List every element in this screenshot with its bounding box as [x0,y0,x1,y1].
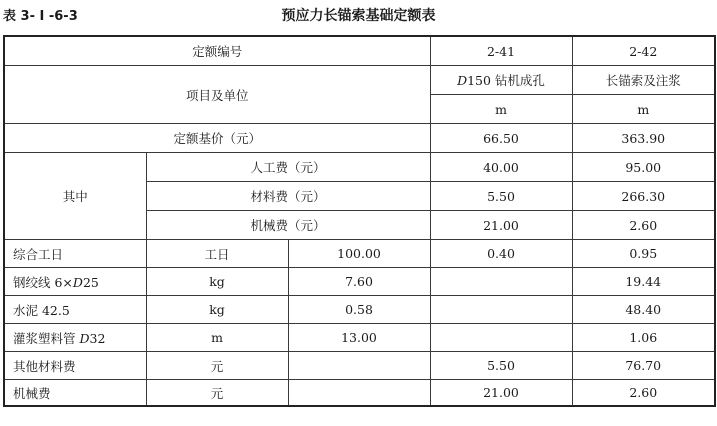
item-name: 其他材料费 [4,352,146,380]
quota-number-label: 定额编号 [4,36,430,66]
item-col1-italic: D [457,73,468,88]
item-col2-header: 长锚索及注浆 [572,66,715,95]
table-number: 表 3- Ⅰ -6-3 [3,9,78,24]
table-header [0,5,717,25]
material-col1: 5.50 [430,182,572,211]
item-col1: 5.50 [430,352,572,380]
item-name-text: 灌浆塑料管 [13,330,80,346]
item-col1 [430,268,572,296]
item-col2: 0.95 [572,240,715,268]
base-price-col2: 363.90 [572,124,715,153]
item-col2: 76.70 [572,352,715,380]
item-col2: 1.06 [572,324,715,352]
quota-number-row [4,36,715,66]
item-unit: kg [146,296,288,324]
item-name: 水泥 42.5 [4,296,146,324]
of-which-label: 其中 [4,153,146,240]
item-col1-text: 150 钻机成孔 [467,73,545,88]
item-name [4,324,146,352]
unit-col2: m [572,95,715,124]
item-name [4,268,146,296]
item-price: 0.58 [288,296,430,324]
item-price [288,380,430,407]
item-col2: 2.60 [572,380,715,407]
item-col1-header [430,66,572,95]
item-name-tail: 32 [89,330,106,346]
machine-col2: 2.60 [572,211,715,240]
material-label: 材料费（元） [146,182,430,211]
quota-number-col1: 2-41 [430,36,572,66]
item-price: 13.00 [288,324,430,352]
table-row [4,352,715,380]
machine-label: 机械费（元） [146,211,430,240]
labor-col2: 95.00 [572,153,715,182]
table-row [4,296,715,324]
item-col1 [430,324,572,352]
labor-label: 人工费（元） [146,153,430,182]
item-unit: m [146,324,288,352]
item-unit: 工日 [146,240,288,268]
item-name-text: 钢绞线 6× [13,274,73,290]
table-row [4,240,715,268]
item-name-tail: 25 [82,274,99,290]
labor-col1: 40.00 [430,153,572,182]
item-col1: 0.40 [430,240,572,268]
table-row [4,380,715,407]
quota-table [3,35,716,407]
item-col1: 21.00 [430,380,572,407]
item-price: 7.60 [288,268,430,296]
item-col1 [430,296,572,324]
item-price: 100.00 [288,240,430,268]
item-unit: 元 [146,380,288,407]
item-name-italic: D [79,330,90,346]
item-unit: 元 [146,352,288,380]
material-col2: 266.30 [572,182,715,211]
labor-row [4,153,715,182]
table-row [4,268,715,296]
item-unit: kg [146,268,288,296]
unit-col1: m [430,95,572,124]
machine-col1: 21.00 [430,211,572,240]
base-price-label: 定额基价（元） [4,124,430,153]
table-title: 预应力长锚索基础定额表 [281,8,436,24]
item-name-italic: D [72,274,83,290]
item-name: 机械费 [4,380,146,407]
base-price-row [4,124,715,153]
item-unit-row [4,66,715,95]
quota-number-col2: 2-42 [572,36,715,66]
table-row [4,324,715,352]
base-price-col1: 66.50 [430,124,572,153]
item-price [288,352,430,380]
item-unit-label: 项目及单位 [4,66,430,124]
item-name: 综合工日 [4,240,146,268]
item-col2: 19.44 [572,268,715,296]
item-col2: 48.40 [572,296,715,324]
